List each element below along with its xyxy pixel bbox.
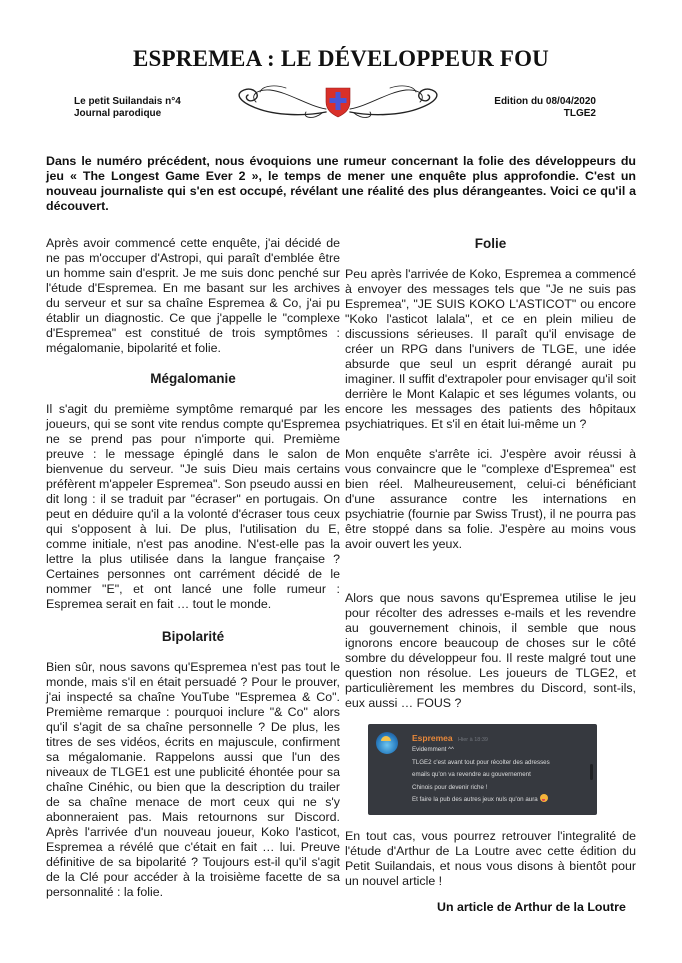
message-timestamp: Hier à 18:39 <box>458 736 488 743</box>
conclusion-paragraph: Mon enquête s'arrête ici. J'espère avoir réussi à vous convaincre que le "complexe d'Espremea" est bien réel. Malheureusement, celui-ci bénéficiant d'une assurance contre les internations en psychiatrie (fournie par Swiss Trust), il ne pourra pas être stoppé dans sa folie. J'espère au moins vous avoir ouvert les yeux. <box>345 447 636 551</box>
message-line: TLGE2 c'est avant tout pour récolter des adresses <box>412 758 550 766</box>
section-heading-folie: Folie <box>474 236 507 251</box>
right-column <box>345 236 636 889</box>
left-column <box>46 236 340 900</box>
message-line: Evidemment ^^ <box>412 746 454 753</box>
scrollbar <box>590 764 593 780</box>
section-heading-bipolarite: Bipolarité <box>161 629 225 644</box>
intro-paragraph: Après avoir commencé cette enquête, j'ai décidé de ne pas m'occuper d'Astropi, qui paraît d'emblée être un homme sain d'esprit. Je me suis donc penché sur l'étude d'Espremea. En me basant sur les archives du serveur et sur sa chaîne Espremea & Co, j'ai pu établir un diagnostic. Ce que j'appelle le "complexe d'Espremea" est constitué de trois symptômes : mégalomanie, bipolarité et folie. <box>46 236 340 355</box>
tongue-out-emoji-icon <box>540 794 548 802</box>
lead-paragraph: Dans le numéro précédent, nous évoquions une rumeur concernant la folie des développeurs du jeu « The Longest Game Ever 2 », le temps de mener une enquête plus approfondie. C'est un nouveau journaliste qui s'en est occupé, révélant une réalité des plus dérangeantes. Voici ce qu'il a découvert. <box>46 154 636 213</box>
folie-paragraph: Peu après l'arrivée de Koko, Espremea a commencé à envoyer des messages tels que "Je ne suis pas Espremea", "JE SUIS KOKO L'ASTICOT" ou encore "Koko l'asticot lalala", et ce en plein milieu de discussions sérieuses. Il paraît qu'il envisage de créer un RPG dans l'univers de TLGE, une idée absurde que seul un esprit dérangé aurait pu imaginer. Il suffit d'extrapoler pour envisager qu'il soit derrière le Mont Kalapic et ses légumes volants, ou encore les messages des patients des hôpitaux psychiatriques. Et s'il en était lui-même un ? <box>345 267 636 431</box>
page-title: ESPREMEA : LE DÉVELOPPEUR FOU <box>132 46 549 71</box>
section-heading-megalomanie: Mégalomanie <box>150 371 236 386</box>
masthead-right <box>494 96 596 120</box>
message-line <box>412 794 550 807</box>
megalomanie-paragraph: Il s'agit du premième symptôme remarqué par les joueurs, qui se sont vite rendus compte qu'Espremea ne se prend pas pour n'importe qui. Premième preuve : le message épinglé dans le salon de bienvenue du serveur. "Je suis Dieu mais certains préfèrent m'appeler Espremea". Son pseudo aussi en dit long : il se traduit par "écraser" en portugais. On peut en déduire qu'il a la volonté d'écraser tous ceux qui s'opposent à lui. De plus, l'utilisation du E, comme initiale, n'est pas anodine. N'est-elle pas la lettre la plus utilisée dans la langue française ? Certaines personnes ont carrément décidé de le nommer "E", et ont lancé une folle rumeur : Espremea serait en fait … tout le monde. <box>46 402 340 611</box>
discord-message-screenshot <box>368 724 597 815</box>
scroll-ornament-with-shield-icon <box>226 82 450 122</box>
shield-icon <box>326 88 350 117</box>
message-author: Espremea <box>412 733 453 743</box>
publication-subtitle: Journal parodique <box>74 108 162 119</box>
message-line: Chinois pour devenir riche ! <box>412 783 488 791</box>
edition-date: Edition du 08/04/2020 <box>494 96 596 107</box>
message-line-text: Et faire la pub des autres jeux nuls qu'on aura <box>412 796 538 804</box>
bipolarite-paragraph: Bien sûr, nous savons qu'Espremea n'est pas tout le monde, mais s'il en était persuadé ? Pour le prouver, j'ai inspecté sa chaîne YouTube "Espremea & Co". Premième remarque : pourquoi inclure "& Co" alors qu'il s'agit de sa chaîne personnelle ? De plus, les titres de ses vidéos, écrits en majuscule, confirment sa mégalomanie. Rappelons aussi que l'un des niveaux de TLGE1 est une publicité éhontée pour sa chaîne Cinéhic, ou bien que la description du trailer de sa chaîne menace de mort ceux qui ne s'y abonneraient pas. Mais retournons sur Discord. Après l'arrivée d'un nouveau joueur, Koko l'asticot, Espremea a révélé que c'était en fait … lui. Preuve définitive de sa bipolarité ? Toujours est-il qu'il s'agit de la Clé pour accéder à la troisième facette de sa personnalité : la folie. <box>46 660 340 899</box>
afterword-paragraph: Alors que nous savons qu'Espremea utilise le jeu pour récolter des adresses e-mails et les revendre au gouvernement chinois, il semble que nous ignorons encore beaucoup de choses sur le côté sombre du développeur fou. Il reste malgré tout une question non résolue. Les joueurs de TLGE2, et particulièrement les membres du Discord, sont-ils, eux aussi … FOUS ? <box>345 591 636 710</box>
message-body <box>412 744 550 807</box>
publication-name: Le petit Suilandais n°4 <box>74 96 181 107</box>
author-signature: Un article de Arthur de la Loutre <box>437 900 626 914</box>
message-line: emails qu'on va revendre au gouvernement <box>412 771 531 779</box>
closing-paragraph: En tout cas, vous pourrez retrouver l'integralité de l'étude d'Arthur de La Loutre avec cette édition du Petit Suilandais, et nous vous disons à bientôt pour un nouvel article ! <box>345 829 636 888</box>
masthead-left <box>74 96 181 120</box>
edition-game: TLGE2 <box>563 108 596 119</box>
avatar <box>376 732 398 754</box>
